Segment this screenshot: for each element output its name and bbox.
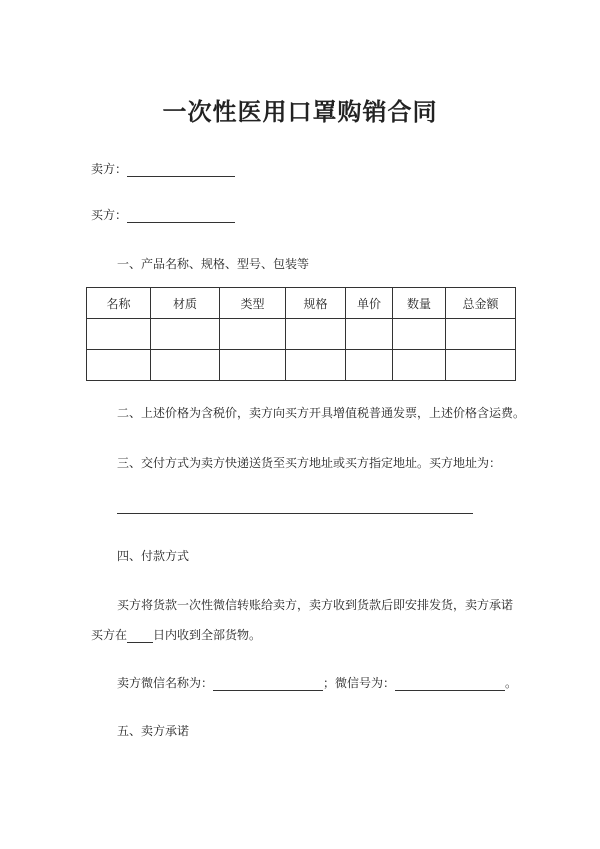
table-row <box>87 350 516 381</box>
buyer-blank[interactable] <box>127 210 235 223</box>
wechat-line-end: 。 <box>505 676 518 690</box>
section-4-heading: 四、付款方式 <box>117 549 190 563</box>
table-cell[interactable] <box>346 319 393 350</box>
seller-line <box>91 160 235 177</box>
buyer-label: 买方： <box>91 208 128 222</box>
contract-title: 一次性医用口罩购销合同 <box>162 98 438 126</box>
section-5-heading: 五、卖方承诺 <box>117 724 190 738</box>
wechat-name-label: 卖方微信名称为： <box>117 676 214 690</box>
wechat-id-label: ；微信号为： <box>323 676 396 690</box>
table-cell[interactable] <box>393 319 446 350</box>
address-blank[interactable] <box>117 513 473 514</box>
table-cell[interactable] <box>87 350 151 381</box>
table-cell[interactable] <box>346 350 393 381</box>
table-cell[interactable] <box>220 319 286 350</box>
col-header-quantity: 数量 <box>393 288 446 319</box>
col-header-unit-price: 单价 <box>346 288 393 319</box>
table-cell[interactable] <box>151 350 220 381</box>
section-2-text: 二、上述价格为含税价，卖方向买方开具增值税普通发票，上述价格含运费。 <box>117 406 526 420</box>
payment-text-line-2 <box>91 626 261 643</box>
table-cell[interactable] <box>446 319 516 350</box>
product-table <box>86 287 516 381</box>
seller-label: 卖方： <box>91 162 128 176</box>
wechat-id-blank[interactable] <box>395 678 505 691</box>
delivery-days-blank[interactable] <box>127 630 153 643</box>
col-header-name: 名称 <box>87 288 151 319</box>
wechat-line <box>117 674 517 691</box>
section-1-heading: 一、产品名称、规格、型号、包装等 <box>117 257 310 271</box>
payment-days-prefix: 买方在 <box>91 628 128 642</box>
table-cell[interactable] <box>220 350 286 381</box>
table-cell[interactable] <box>393 350 446 381</box>
table-cell[interactable] <box>87 319 151 350</box>
buyer-line <box>91 206 235 223</box>
payment-text-line-1: 买方将货款一次性微信转账给卖方，卖方收到货款后即安排发货，卖方承诺 <box>117 598 514 612</box>
wechat-name-blank[interactable] <box>213 678 323 691</box>
col-header-type: 类型 <box>220 288 286 319</box>
col-header-spec: 规格 <box>286 288 346 319</box>
table-row <box>87 319 516 350</box>
col-header-total: 总金额 <box>446 288 516 319</box>
table-cell[interactable] <box>286 319 346 350</box>
section-3-text: 三、交付方式为卖方快递送货至买方地址或买方指定地址。买方地址为： <box>117 456 502 470</box>
table-cell[interactable] <box>446 350 516 381</box>
table-header-row <box>87 288 516 319</box>
payment-days-suffix: 日内收到全部货物。 <box>153 628 262 642</box>
seller-blank[interactable] <box>127 164 235 177</box>
col-header-material: 材质 <box>151 288 220 319</box>
table-cell[interactable] <box>151 319 220 350</box>
table-cell[interactable] <box>286 350 346 381</box>
